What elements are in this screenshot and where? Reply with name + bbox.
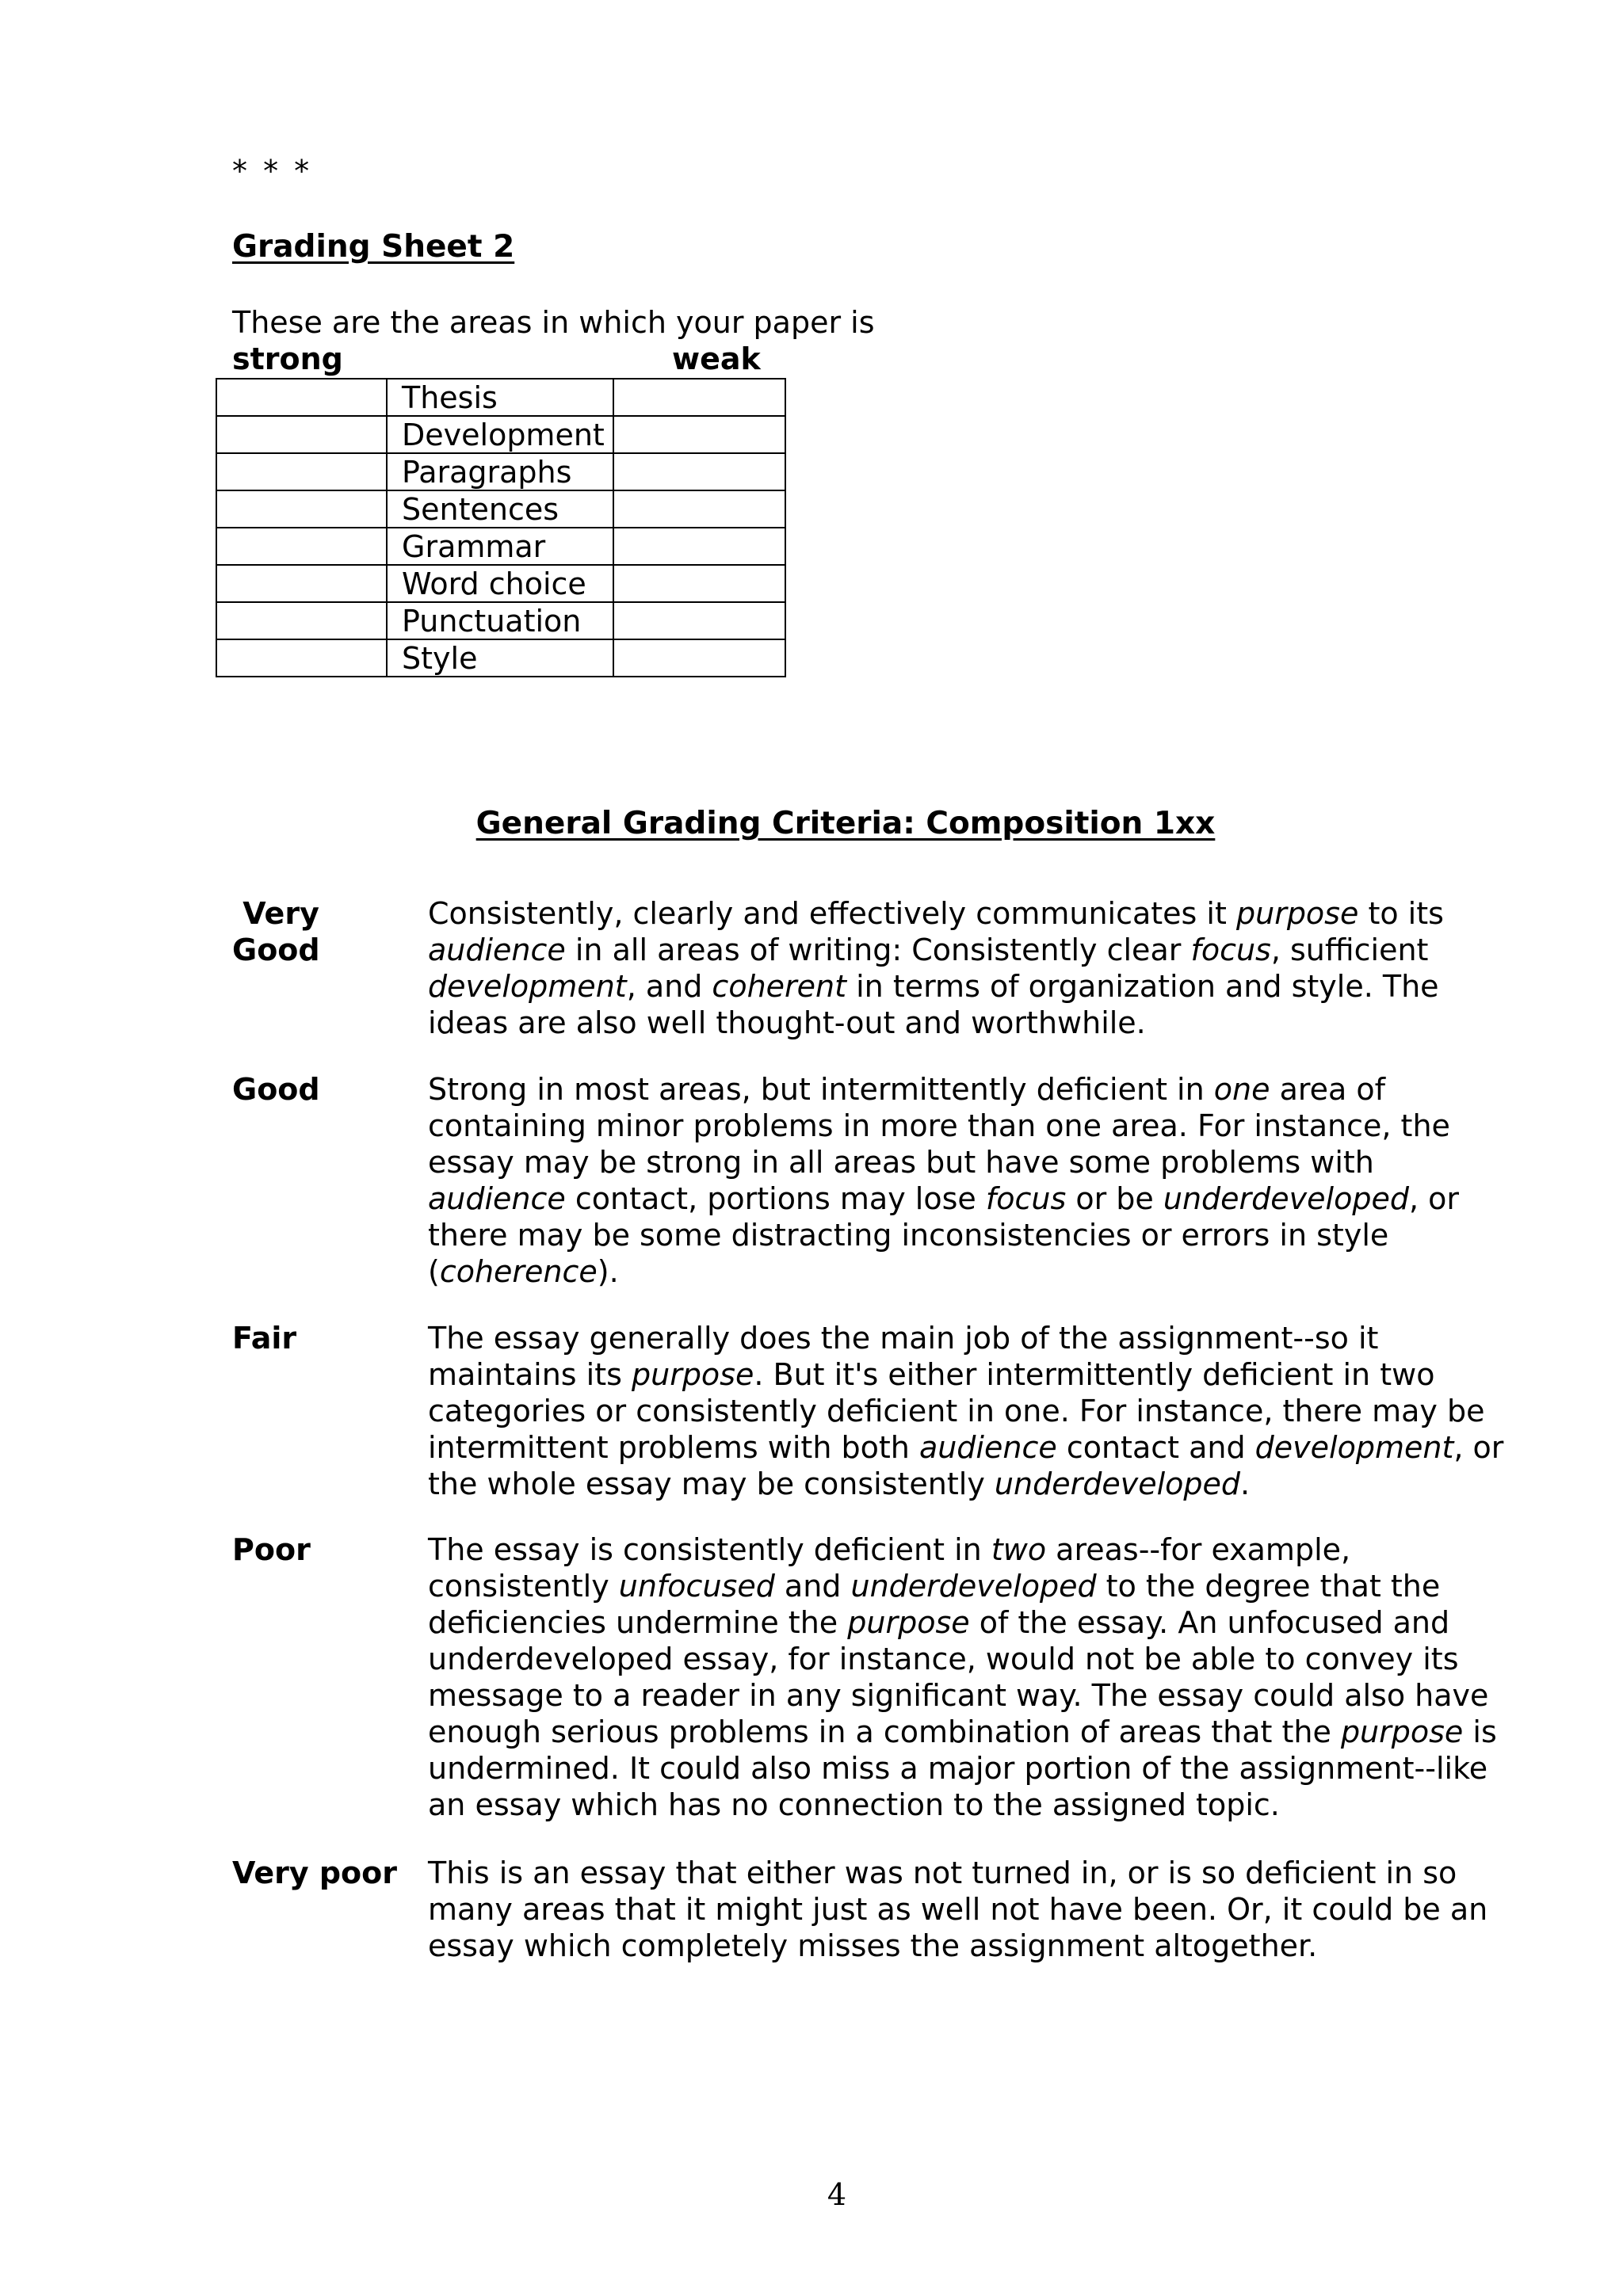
text-run: of the essay. An unfocused and xyxy=(969,1605,1450,1640)
area-row xyxy=(216,490,785,528)
area-row xyxy=(216,416,785,453)
area-name-cell: Word choice xyxy=(387,565,613,602)
criterion-label-line: Fair xyxy=(232,1321,297,1356)
text-run: essay which completely misses the assignment altogether. xyxy=(428,1928,1318,1963)
intro-text: These are the areas in which your paper is xyxy=(232,305,875,340)
text-run: categories or consistently deficient in one. For instance, there may be xyxy=(428,1394,1485,1428)
weak-checkbox-cell xyxy=(613,565,785,602)
criterion-description xyxy=(428,1855,1623,1964)
emphasized-term: purpose xyxy=(1340,1714,1464,1749)
weak-checkbox-cell xyxy=(613,602,785,639)
text-run: underdeveloped essay, for instance, would not be able to convey its xyxy=(428,1642,1459,1676)
text-run: an essay which has no connection to the assigned topic. xyxy=(428,1787,1280,1822)
strong-checkbox-cell xyxy=(216,416,387,453)
area-name-cell: Thesis xyxy=(387,379,613,416)
description-line xyxy=(428,1429,1623,1466)
description-line xyxy=(428,932,1623,968)
text-run: The essay generally does the main job of the assignment--so it xyxy=(428,1321,1379,1356)
text-run: many areas that it might just as well not have been. Or, it could be an xyxy=(428,1892,1488,1927)
text-run: in all areas of writing: Consistently clear xyxy=(565,933,1191,967)
description-line xyxy=(428,1144,1623,1180)
description-line xyxy=(428,1180,1623,1217)
text-run: , and xyxy=(626,969,712,1004)
emphasized-term: underdeveloped xyxy=(1163,1181,1409,1216)
weak-checkbox-cell xyxy=(613,416,785,453)
description-line xyxy=(428,1568,1623,1604)
description-line xyxy=(428,1677,1623,1714)
strong-column-label: strong xyxy=(232,341,343,376)
criterion-label-line: Good xyxy=(232,1072,320,1107)
area-row xyxy=(216,565,785,602)
description-line xyxy=(428,1641,1623,1677)
description-line xyxy=(428,1320,1623,1356)
text-run: to the degree that the xyxy=(1096,1569,1441,1604)
weak-checkbox-cell xyxy=(613,528,785,565)
grading-areas-table xyxy=(216,378,786,677)
area-name-cell: Grammar xyxy=(387,528,613,565)
emphasized-term: focus xyxy=(985,1181,1067,1216)
text-run: ideas are also well thought-out and worthwhile. xyxy=(428,1005,1146,1040)
description-line xyxy=(428,1604,1623,1641)
text-run: message to a reader in any significant way. The essay could also have xyxy=(428,1678,1489,1713)
description-line xyxy=(428,1108,1623,1144)
criterion-description xyxy=(428,1071,1623,1290)
text-run: ). xyxy=(597,1254,619,1289)
criteria-title: General Grading Criteria: Composition 1xx xyxy=(475,806,1216,841)
text-run: in terms of organization and style. The xyxy=(846,969,1439,1004)
criterion-label-line: Poor xyxy=(232,1532,311,1567)
description-line xyxy=(428,1253,1623,1290)
text-run: Strong in most areas, but intermittently deficient in xyxy=(428,1072,1214,1107)
emphasized-term: two xyxy=(991,1532,1047,1567)
weak-column-label: weak xyxy=(672,341,761,376)
emphasized-term: development xyxy=(428,969,627,1004)
area-row xyxy=(216,528,785,565)
text-run: essay may be strong in all areas but have some problems with xyxy=(428,1145,1374,1180)
area-row xyxy=(216,602,785,639)
text-run: consistently xyxy=(428,1569,619,1604)
weak-checkbox-cell xyxy=(613,453,785,490)
area-row xyxy=(216,453,785,490)
description-line xyxy=(428,968,1623,1005)
text-run: and xyxy=(774,1569,851,1604)
area-name-cell: Development xyxy=(387,416,613,453)
text-run: the whole essay may be consistently xyxy=(428,1466,995,1501)
text-run: , sufficient xyxy=(1270,933,1429,967)
weak-checkbox-cell xyxy=(613,379,785,416)
grading-sheet-title: Grading Sheet 2 xyxy=(232,229,515,265)
text-run: to its xyxy=(1358,896,1444,931)
description-line xyxy=(428,1928,1623,1964)
strong-checkbox-cell xyxy=(216,379,387,416)
weak-checkbox-cell xyxy=(613,639,785,677)
text-run: This is an essay that either was not turned in, or is so deficient in so xyxy=(428,1855,1457,1890)
text-run: The essay is consistently deficient in xyxy=(428,1532,991,1567)
criterion-description xyxy=(428,895,1623,1041)
description-line xyxy=(428,1005,1623,1041)
description-line xyxy=(428,1217,1623,1253)
text-run: area of xyxy=(1270,1072,1386,1107)
criterion-label-line: Good xyxy=(232,933,320,967)
criterion-label xyxy=(232,895,422,968)
text-run: there may be some distracting inconsistencies or errors in style xyxy=(428,1218,1389,1253)
emphasized-term: one xyxy=(1213,1072,1270,1107)
emphasized-term: coherent xyxy=(712,969,847,1004)
description-line xyxy=(428,1393,1623,1429)
area-name-cell: Paragraphs xyxy=(387,453,613,490)
description-line xyxy=(428,1356,1623,1393)
emphasized-term: purpose xyxy=(1235,896,1359,931)
area-row xyxy=(216,639,785,677)
text-run: containing minor problems in more than one area. For instance, the xyxy=(428,1108,1450,1143)
description-line xyxy=(428,1714,1623,1750)
description-line xyxy=(428,1071,1623,1108)
strong-checkbox-cell xyxy=(216,528,387,565)
area-name-cell: Sentences xyxy=(387,490,613,528)
emphasized-term: audience xyxy=(428,1181,566,1216)
text-run: ( xyxy=(428,1254,440,1289)
strong-checkbox-cell xyxy=(216,453,387,490)
text-run: . But it's either intermittently deficient in two xyxy=(754,1357,1435,1392)
text-run: or be xyxy=(1066,1181,1163,1216)
criterion-label-line: Very poor xyxy=(232,1855,397,1890)
description-line xyxy=(428,1891,1623,1928)
strong-checkbox-cell xyxy=(216,602,387,639)
criterion-label xyxy=(232,1855,422,1891)
text-run: contact and xyxy=(1056,1430,1255,1465)
emphasized-term: purpose xyxy=(847,1605,970,1640)
text-run: Consistently, clearly and effectively communicates it xyxy=(428,896,1236,931)
section-separator: * * * xyxy=(232,154,313,189)
text-run: areas--for example, xyxy=(1046,1532,1351,1567)
emphasized-term: audience xyxy=(918,1430,1057,1465)
text-run: maintains its xyxy=(428,1357,632,1392)
emphasized-term: purpose xyxy=(631,1357,754,1392)
emphasized-term: development xyxy=(1254,1430,1454,1465)
text-run: , or xyxy=(1408,1181,1459,1216)
text-run: deficiencies undermine the xyxy=(428,1605,848,1640)
area-name-cell: Style xyxy=(387,639,613,677)
emphasized-term: underdeveloped xyxy=(994,1466,1241,1501)
criterion-label-line: Very xyxy=(232,896,319,931)
strong-checkbox-cell xyxy=(216,565,387,602)
criterion-label xyxy=(232,1320,422,1356)
page-number: 4 xyxy=(827,2177,847,2212)
description-line xyxy=(428,1531,1623,1568)
text-run: is xyxy=(1463,1714,1497,1749)
description-line xyxy=(428,895,1623,932)
description-line xyxy=(428,1466,1623,1502)
criterion-label xyxy=(232,1071,422,1108)
strong-checkbox-cell xyxy=(216,490,387,528)
description-line xyxy=(428,1787,1623,1823)
emphasized-term: underdeveloped xyxy=(850,1569,1097,1604)
description-line xyxy=(428,1855,1623,1891)
text-run: intermittent problems with both xyxy=(428,1430,919,1465)
strong-checkbox-cell xyxy=(216,639,387,677)
emphasized-term: audience xyxy=(428,933,566,967)
criterion-label xyxy=(232,1531,422,1568)
emphasized-term: unfocused xyxy=(618,1569,775,1604)
criterion-description xyxy=(428,1531,1623,1823)
text-run: . xyxy=(1240,1466,1251,1501)
text-run: contact, portions may lose xyxy=(565,1181,986,1216)
text-run: undermined. It could also miss a major portion of the assignment--like xyxy=(428,1751,1488,1786)
emphasized-term: coherence xyxy=(439,1254,598,1289)
emphasized-term: focus xyxy=(1190,933,1271,967)
area-row xyxy=(216,379,785,416)
description-line xyxy=(428,1750,1623,1787)
criterion-description xyxy=(428,1320,1623,1502)
text-run: enough serious problems in a combination of areas that the xyxy=(428,1714,1341,1749)
text-run: , or xyxy=(1453,1430,1504,1465)
weak-checkbox-cell xyxy=(613,490,785,528)
area-name-cell: Punctuation xyxy=(387,602,613,639)
